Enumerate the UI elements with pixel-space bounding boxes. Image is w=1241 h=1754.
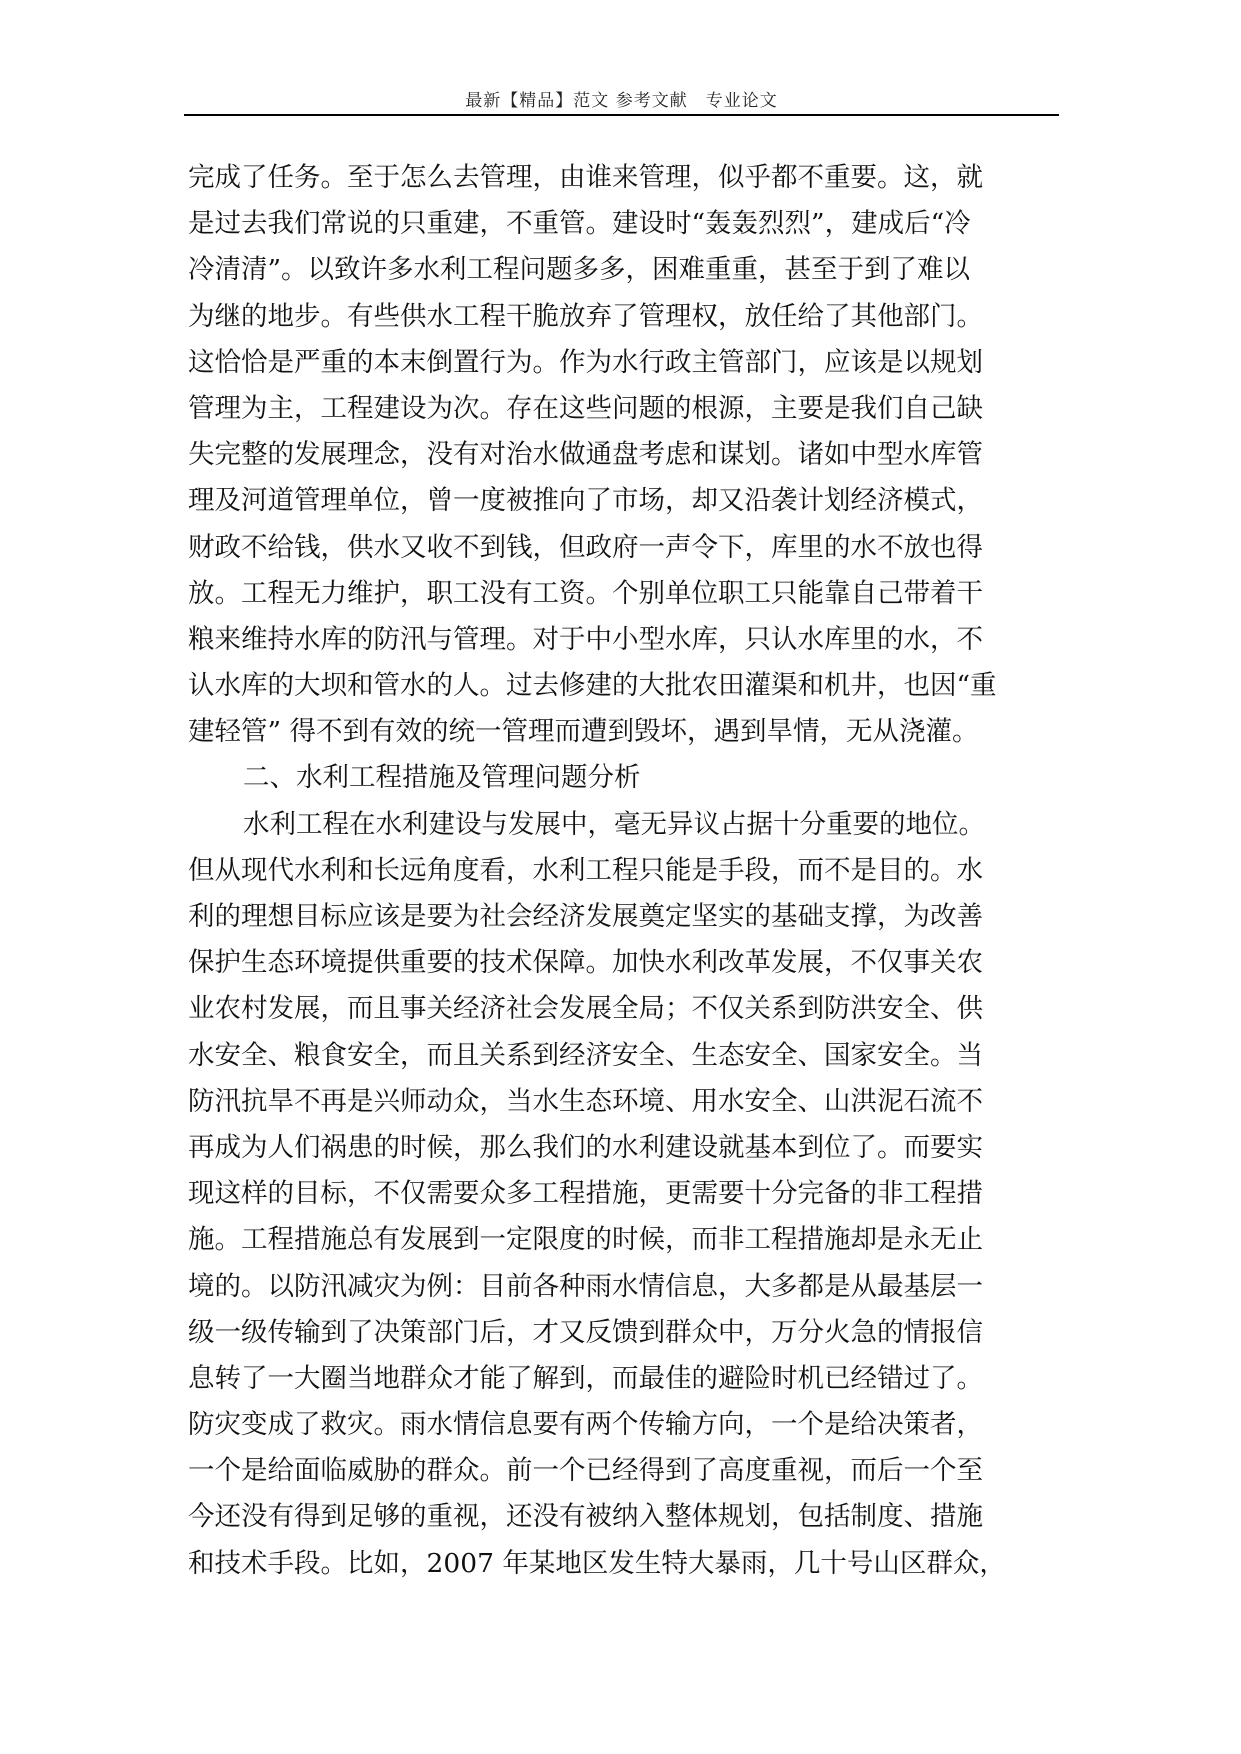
text-line: 粮来维持水库的防汛与管理。对于中小型水库，只认水库里的水，不 <box>188 623 983 655</box>
text-line: 一个是给面临威胁的群众。前一个已经得到了高度重视，而后一个至 <box>188 1455 983 1487</box>
text-line: 级一级传输到了决策部门后，才又反馈到群众中，万分火急的情报信 <box>188 1316 983 1348</box>
text-line: 息转了一大圈当地群众才能了解到，而最佳的避险时机已经错过了。 <box>188 1362 983 1394</box>
page-header: 最新【精品】范文 参考文献 专业论文 <box>465 91 778 111</box>
text-line: 冷清清”。以致许多水利工程问题多多，困难重重，甚至于到了难以 <box>188 254 971 286</box>
text-line: 是过去我们常说的只重建，不重管。建设时“轰轰烈烈”，建成后“冷 <box>188 208 971 240</box>
text-line: 保护生态环境提供重要的技术保障。加快水利改革发展，不仅事关农 <box>188 947 983 979</box>
text-line: 利的理想目标应该是要为社会经济发展奠定坚实的基础支撑，为改善 <box>188 901 983 932</box>
text-line: 但从现代水利和长远角度看，水利工程只能是手段，而不是目的。水 <box>188 854 983 886</box>
text-line: 放。工程无力维护，职工没有工资。个别单位职工只能靠自己带着干 <box>188 577 983 609</box>
text-line: 认水库的大坝和管水的人。过去修建的大批农田灌渠和机井，也因“重 <box>188 670 997 702</box>
text-line: 业农村发展，而且事关经济社会发展全局；不仅关系到防洪安全、供 <box>188 993 983 1025</box>
text-line: 建轻管” 得不到有效的统一管理而遭到毁坏，遇到旱情，无从浇灌。 <box>188 716 979 748</box>
text-line: 财政不给钱，供水又收不到钱，但政府一声令下，库里的水不放也得 <box>188 531 983 563</box>
text-line: 管理为主，工程建设为次。存在这些问题的根源，主要是我们自己缺 <box>188 392 983 424</box>
text-line: 防灾变成了救灾。雨水情信息要有两个传输方向，一个是给决策者， <box>188 1409 983 1441</box>
text-line: 和技术手段。比如，2007 年某地区发生特大暴雨，几十号山区群众， <box>188 1547 1006 1579</box>
text-line: 理及河道管理单位，曾一度被推向了市场，却又沿袭计划经济模式， <box>188 485 983 517</box>
header-rule <box>184 114 1059 116</box>
document-body <box>188 155 1060 1587</box>
text-line: 防汛抗旱不再是兴师动众，当水生态环境、用水安全、山洪泥石流不 <box>188 1085 983 1117</box>
text-line: 今还没有得到足够的重视，还没有被纳入整体规划，包括制度、措施 <box>188 1501 983 1533</box>
text-line: 施。工程措施总有发展到一定限度的时候，而非工程措施却是永无止 <box>188 1224 983 1256</box>
text-line: 现这样的目标，不仅需要众多工程措施，更需要十分完备的非工程措 <box>188 1178 983 1210</box>
text-line: 这恰恰是严重的本末倒置行为。作为水行政主管部门，应该是以规划 <box>188 346 983 378</box>
paragraph-first-line: 二、水利工程措施及管理问题分析 <box>243 762 641 794</box>
paragraph-first-line: 水利工程在水利建设与发展中，毫无异议占据十分重要的地位。 <box>243 808 985 840</box>
text-line: 再成为人们祸患的时候，那么我们的水利建设就基本到位了。而要实 <box>188 1131 983 1163</box>
text-line: 境的。以防汛减灾为例：目前各种雨水情信息，大多都是从最基层一 <box>188 1270 983 1302</box>
text-line: 为继的地步。有些供水工程干脆放弃了管理权，放任给了其他部门。 <box>188 300 983 332</box>
text-line: 失完整的发展理念，没有对治水做通盘考虑和谋划。诸如中型水库管 <box>188 439 983 471</box>
text-line: 完成了任务。至于怎么去管理，由谁来管理，似乎都不重要。这，就 <box>188 162 983 193</box>
text-line: 水安全、粮食安全，而且关系到经济安全、生态安全、国家安全。当 <box>188 1039 983 1071</box>
